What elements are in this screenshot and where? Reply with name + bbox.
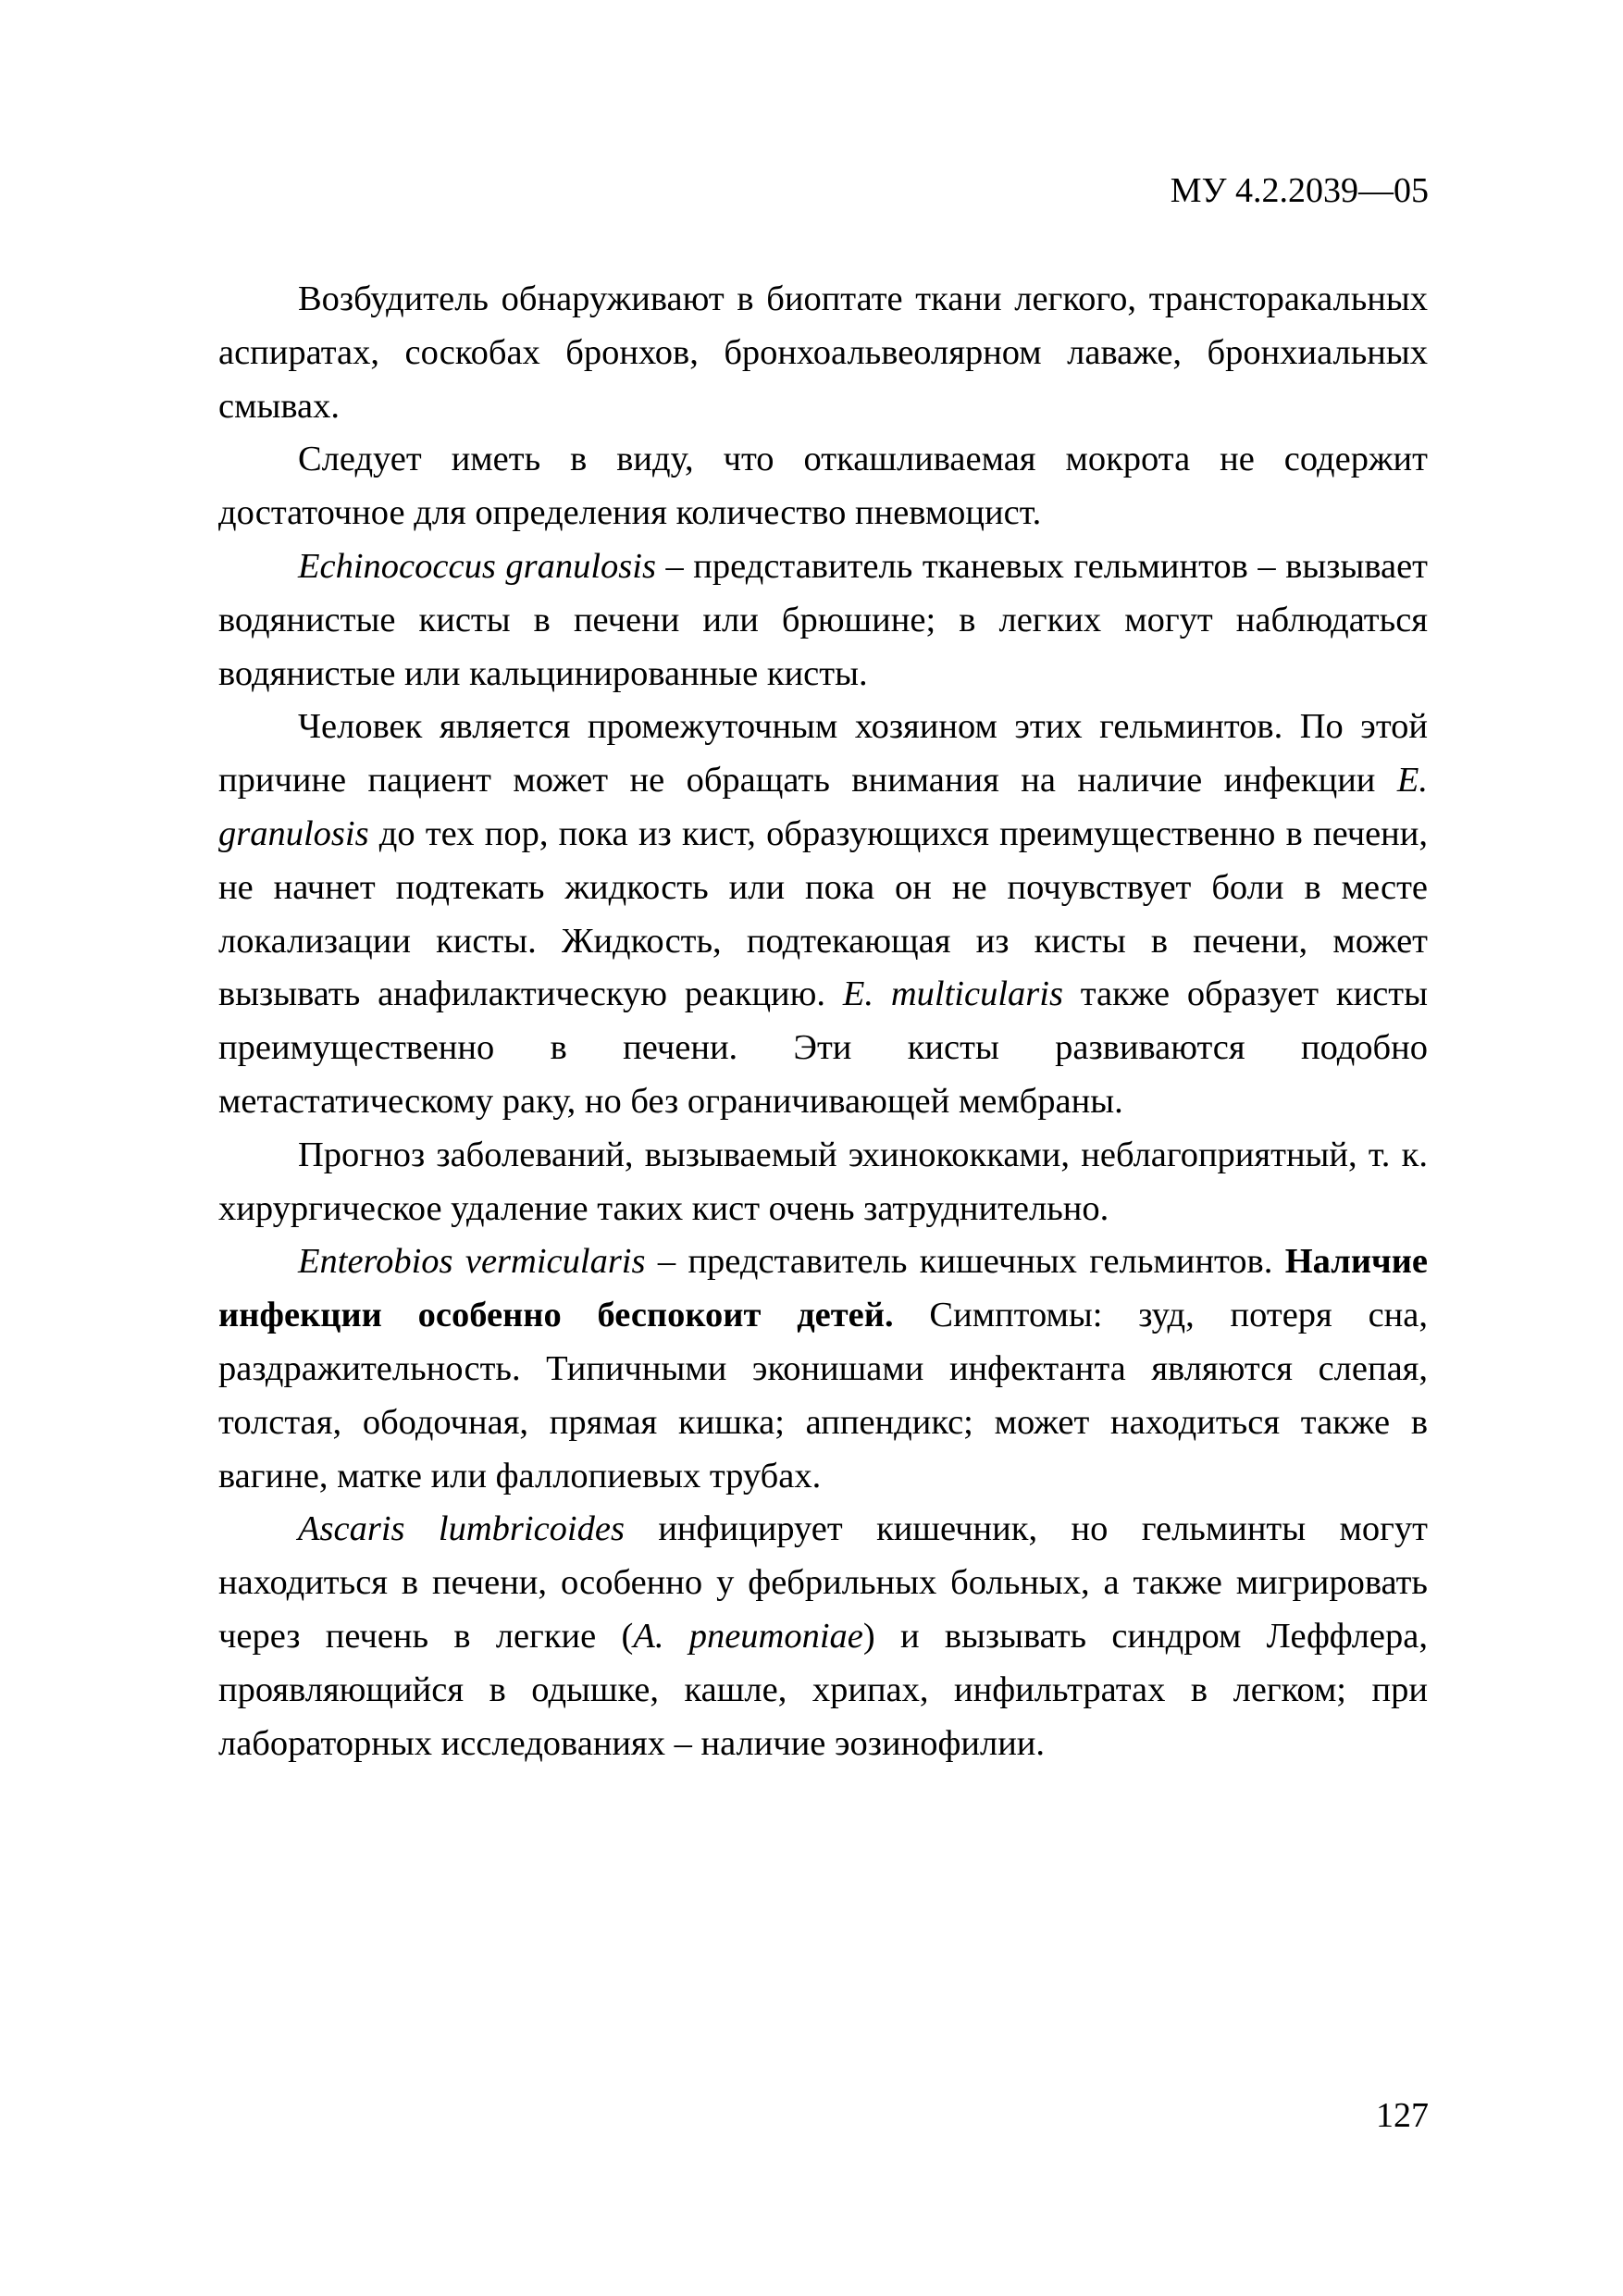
paragraph-prognosis (218, 1129, 1428, 1236)
species-name: Ascaris lumbricoides (298, 1509, 625, 1549)
species-name: E. multicularis (842, 974, 1063, 1014)
paragraph-text: – представитель тканевых гельминтов – вызывает водянистые кисты в печени или брюшине; в легких могут наблюдаться водянистые или кальцинированные кисты. (218, 546, 1429, 693)
paragraph-text: Человек является промежуточным хозяином этих гельминтов. По этой причине пациент может не обращать внимания на наличие инфекции (218, 707, 1428, 800)
paragraph-text: также образует кисты преимущественно в печени. Эти кисты развиваются подобно метастатическому раку, но без ограничивающей мембраны. (218, 974, 1429, 1121)
paragraph-enterobius (218, 1235, 1428, 1503)
paragraph-echinococcus (218, 540, 1428, 701)
body-text (218, 273, 1428, 1770)
paragraph-pathogen-detection (218, 273, 1428, 433)
paragraph-intermediate-host (218, 701, 1428, 1128)
bold-emphasis: Наличие инфекции особенно беспокоит детей. (218, 1242, 1429, 1335)
paragraph-text: ) и вызывать синдром Леффлера, проявляющийся в одышке, кашле, хрипах, инфильтратах в легком; при лабораторных исследованиях – наличие эозинофилии. (218, 1616, 1428, 1763)
paragraph-ascaris (218, 1503, 1428, 1770)
paragraph-text: Следует иметь в виду, что откашливаемая мокрота не содержит достаточное для определения количество пневмоцист. (218, 440, 1428, 533)
species-name: E. granulosis (218, 761, 1428, 853)
paragraph-text: – представитель кишечных гельминтов. (645, 1242, 1285, 1282)
species-name: A. pneumoniae (633, 1616, 863, 1656)
paragraph-sputum-note (218, 433, 1428, 540)
paragraph-text: до тех пор, пока из кист, образующихся преимущественно в печени, не начнет подтекать жидкость или пока он не почувствует боли в месте локализации кисты. Жидкость, подтекающая из кисты в печени, может вызывать анафилактическую реакцию. (218, 813, 1428, 1014)
paragraph-text: Прогноз заболеваний, вызываемый эхинококками, неблагоприятный, т. к. хирургическое удаление таких кист очень затруднительно. (218, 1135, 1428, 1228)
running-header: МУ 4.2.2039—05 (1170, 171, 1429, 210)
species-name: Echinococcus granulosis (298, 546, 656, 586)
paragraph-text: Возбудитель обнаруживают в биоптате ткани легкого, трансторакальных аспиратах, соскобах бронхов, бронхоальвеолярном лаваже, бронхиальных смывах. (218, 279, 1428, 426)
paragraph-text: инфицирует кишечник, но гельминты могут находиться в печени, особенно у фебрильных больных, а также мигрировать через печень в легкие ( (218, 1509, 1428, 1656)
page-number: 127 (1376, 2096, 1429, 2135)
species-name: Enterobios vermicularis (298, 1242, 646, 1282)
paragraph-text: Симптомы: зуд, потеря сна, раздражительность. Типичными эконишами инфектанта являются слепая, толстая, ободочная, прямая кишка; аппендикс; может находиться также в вагине, матке или фаллопиевых трубах. (218, 1296, 1428, 1496)
